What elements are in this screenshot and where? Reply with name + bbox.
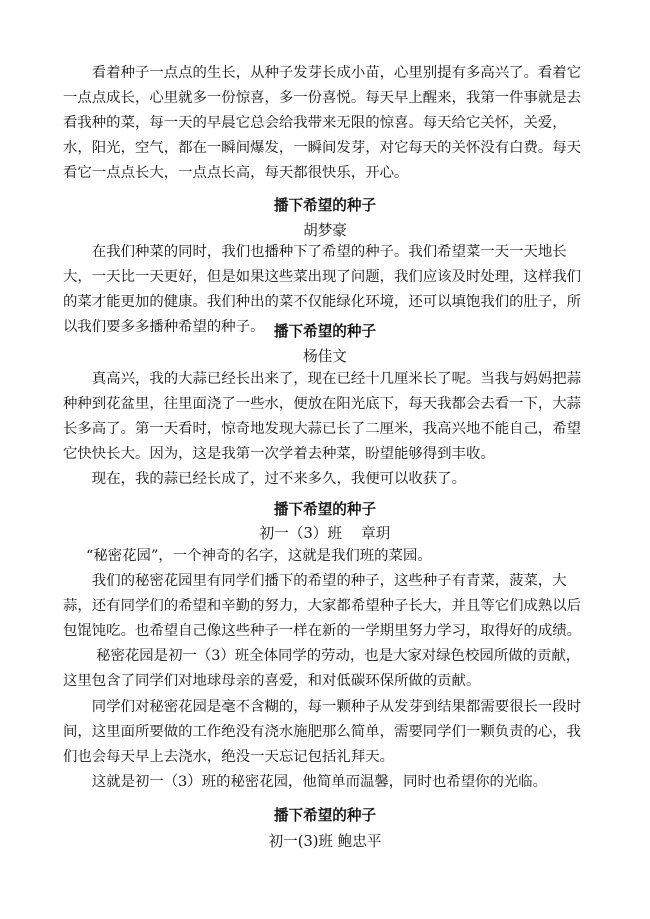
article-body [63,544,591,795]
paragraph: 真高兴，我的大蒜已经长出来了，现在已经十几厘米长了呢。当我与妈妈把蒜种种到花盆里，往里面浇了一些水，便放在阳光底下，每天我都会去看一下，大蒜长多高了。第一天看时，惊奇地发现大蒜已长了二厘米，我高兴地不能自己，希望它快快长大。因为，这是我第一次学着去种菜，盼望能够得到丰收。 [63,371,582,463]
article-title: 播下希望的种子 [273,501,377,518]
paragraph: 这就是初一（3）班的秘密花园，他简单而温馨，同时也希望你的光临。 [91,773,548,790]
article-title: 播下希望的种子 [273,197,377,214]
paragraph: 现在，我的蒜已经长成了，过不来多久，我便可以收获了。 [91,471,466,488]
article-body [63,367,591,492]
paragraph: 在我们种菜的同时，我们也播种下了希望的种子。我们希望菜一天一天地长大，一天比一天更好，但是如果这些菜出现了问题，我们应该及时处理，这样我们的菜才能更加的健康。我们种出的菜不仅能绿化环境，还可以填饱我们的肚子，所以我们要多多播种希望的种子。 [63,244,582,336]
article-author: 胡梦豪 [303,222,347,239]
article-title: 播下希望的种子 [273,323,377,340]
paragraph: 我们的秘密花园里有同学们播下的希望的种子，这些种子有青菜，菠菜，大蒜，还有同学们的希望和辛勤的努力，大家都希望种子长大，并且等它们成熟以后包馄饨吃。也希望自己像这些种子一样在新的一学期里努力学习，取得好的成绩。 [63,573,582,640]
paragraph: 秘密花园是初一（3）班全体同学的劳动，也是大家对绿色校园所做的贡献，这里包含了同学们对地球母亲的喜爱，和对低碳环保所做的贡献。 [63,648,581,690]
paragraph: “秘密花园”，一个神奇的名字，这就是我们班的菜园。 [86,548,432,564]
paragraph: 看着种子一点点的生长，从种子发芽长成小苗，心里别提有多高兴了。看着它一点点成长，心里就多一份惊喜，多一份喜悦。每天早上醒来，我第一件事就是去看我种的菜，每一天的早晨它总会给我带来无限的惊喜。每天给它关怀，关爱，水，阳光，空气，都在一瞬间爆发，一瞬间发芽，对它每天的关怀没有白费。每天看它一点点长大，一点点长高，每天都很快乐，开心。 [63,65,582,182]
intro-body [63,61,591,186]
article-author: 初一（3）班 章玥 [259,525,391,542]
paragraph: 同学们对秘密花园是毫不含糊的，每一颗种子从发芽到结果都需要很长一段时间，这里面所要做的工作绝没有浇水施肥那么简单，需要同学们一颗负责的心，我们也会每天早上去浇水，绝没一天忘记包括礼拜天。 [63,698,582,765]
article-title: 播下希望的种子 [273,807,377,824]
article-author: 初一(3)班 鲍忠平 [268,833,382,850]
article-author: 杨佳文 [303,348,347,365]
